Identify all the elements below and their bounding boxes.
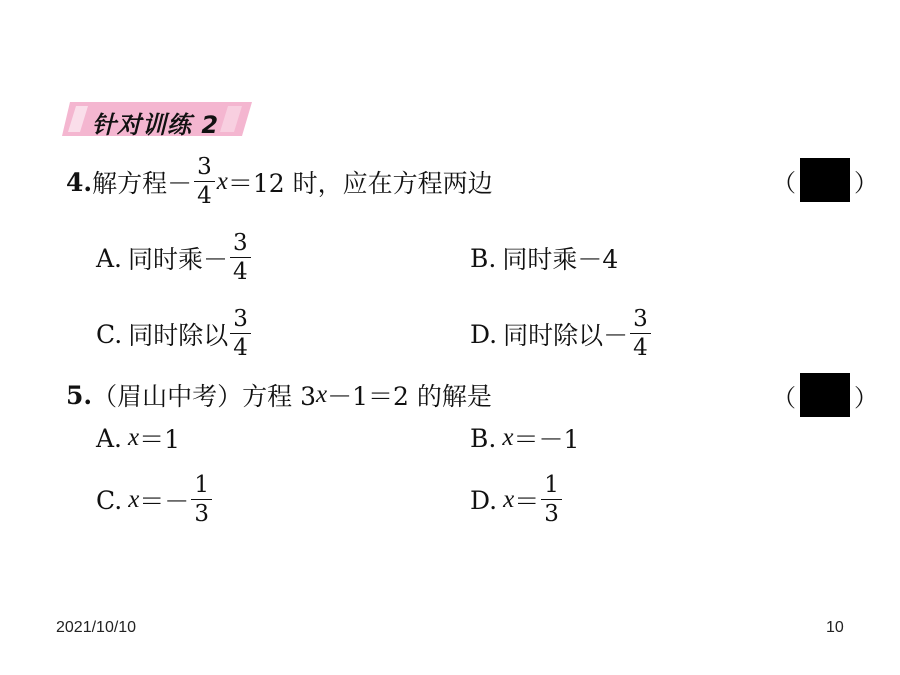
variable: x — [128, 486, 140, 513]
fraction — [541, 474, 562, 526]
minus-sign: － — [203, 245, 229, 274]
variable: x — [502, 424, 514, 451]
option-c — [96, 304, 253, 364]
paren-close: ） — [854, 383, 878, 412]
option-d — [470, 470, 564, 530]
question-4 — [66, 152, 493, 212]
variable: x — [128, 424, 140, 451]
question-text: 解方程 — [92, 169, 168, 198]
footer-date: 2021/10/10 — [56, 619, 137, 636]
fraction — [630, 308, 651, 360]
option-label: A. — [96, 423, 123, 453]
paren-close: ） — [854, 168, 878, 197]
fraction-numerator: 3 — [630, 308, 651, 334]
minus-sign: － — [603, 321, 629, 350]
option-text: 同时除以 — [128, 321, 229, 350]
option-d — [470, 304, 653, 364]
paren-open: （ — [772, 383, 796, 412]
option-c — [96, 470, 214, 530]
option-label: A. — [96, 243, 123, 273]
fraction-numerator: 3 — [230, 308, 251, 334]
fraction-numerator: 3 — [194, 156, 215, 182]
fraction — [230, 232, 251, 284]
answer-paren-5 — [772, 373, 878, 417]
option-text: ＝－ — [139, 487, 190, 516]
variable: x — [315, 381, 328, 408]
answer-box — [800, 373, 850, 417]
fraction-denominator: 4 — [633, 335, 648, 361]
section-title: 针对训练 2 — [92, 111, 220, 139]
fraction — [194, 156, 215, 208]
option-label: B. — [470, 243, 497, 273]
option-a — [96, 228, 253, 288]
question-source: （眉山中考） — [92, 382, 243, 411]
fraction — [191, 474, 212, 526]
paren-open: （ — [772, 168, 796, 197]
fraction-denominator: 4 — [233, 259, 248, 285]
question-text: 方程 3 — [242, 382, 316, 411]
option-label: D. — [470, 319, 498, 349]
variable: x — [503, 486, 515, 513]
fraction — [230, 308, 251, 360]
question-text-tail: ＝12 时，应在方程两边 — [227, 169, 493, 198]
option-text: 同时除以 — [503, 321, 604, 350]
fraction-denominator: 4 — [233, 335, 248, 361]
fraction-numerator: 3 — [230, 232, 251, 258]
minus-sign: － — [167, 169, 193, 198]
option-label: D. — [470, 485, 498, 515]
answer-paren-4 — [772, 158, 878, 202]
section-banner — [62, 102, 252, 139]
fraction-denominator: 3 — [194, 501, 209, 527]
page-number: 10 — [826, 619, 844, 636]
option-text: 同时乘 — [128, 245, 204, 274]
option-label: C. — [96, 485, 123, 515]
question-number: 4. — [66, 167, 93, 197]
variable: x — [216, 168, 228, 195]
option-text: ＝1 — [139, 425, 181, 454]
option-label: B. — [470, 423, 497, 453]
question-text-tail: －1＝2 的解是 — [327, 382, 492, 411]
option-b — [470, 408, 579, 468]
fraction-numerator: 1 — [191, 474, 212, 500]
option-b — [470, 228, 618, 288]
option-label: C. — [96, 319, 123, 349]
fraction-numerator: 1 — [541, 474, 562, 500]
fraction-denominator: 3 — [544, 501, 559, 527]
fraction-denominator: 4 — [197, 183, 212, 209]
question-number: 5. — [66, 380, 93, 410]
option-text: ＝－1 — [513, 425, 580, 454]
option-a — [96, 408, 180, 468]
option-text: 同时乘－4 — [502, 245, 619, 274]
option-text: ＝ — [514, 487, 540, 516]
answer-box — [800, 158, 850, 202]
